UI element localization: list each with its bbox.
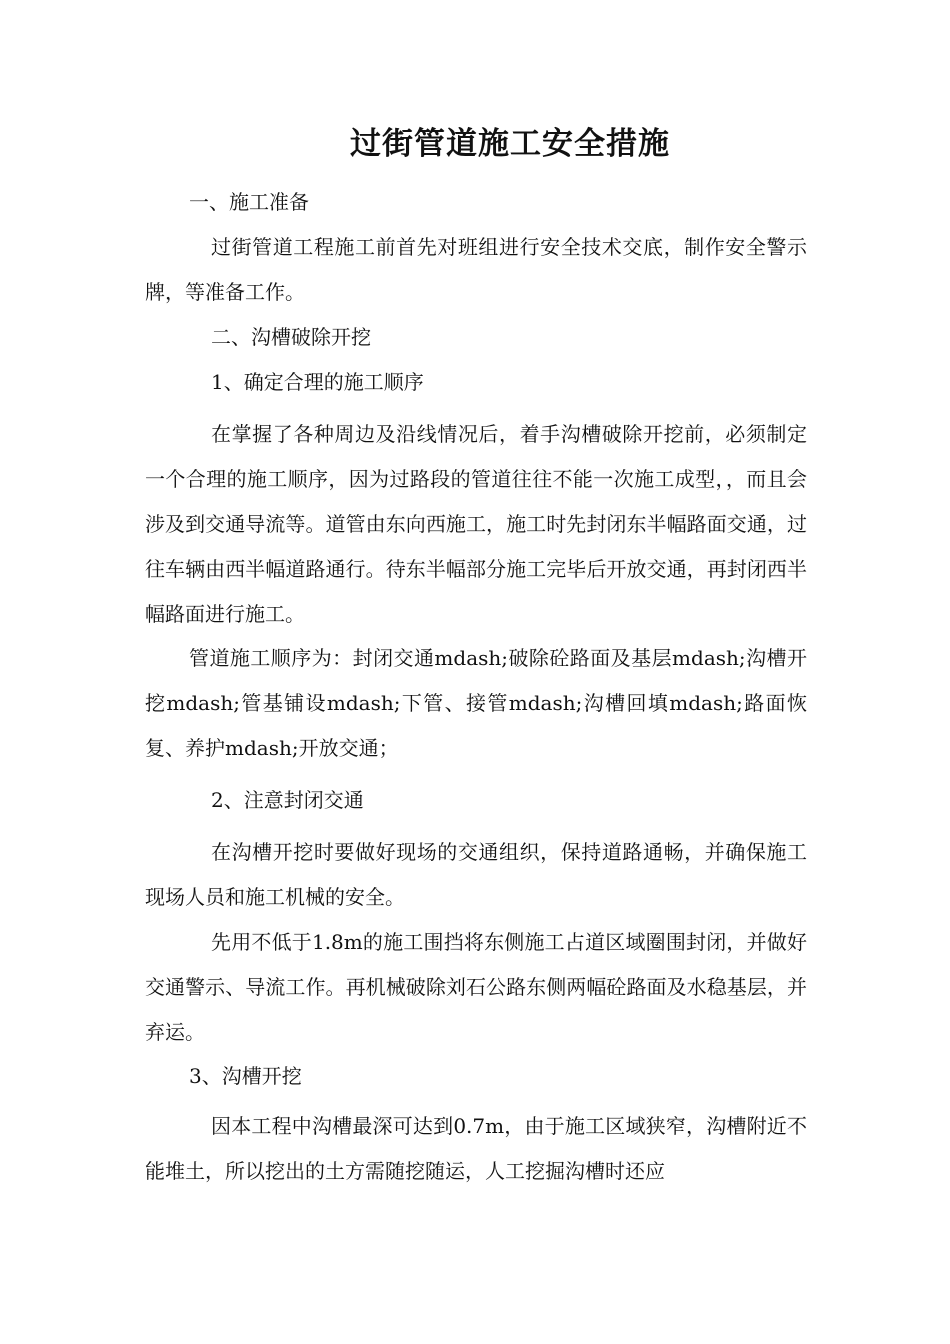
paragraph: 因本工程中沟槽最深可达到0.7m，由于施工区域狭窄，沟槽附近不能堆土，所以挖出的土方需随挖随运，人工挖掘沟槽时还应 [145, 1114, 807, 1183]
paragraph: 管道施工顺序为：封闭交通mdash;破除砼路面及基层mdash;沟槽开挖mdash;管基铺设mdash;下管、接管mdash;沟槽回填mdash;路面恢复、养护mdash;开放交通； [145, 646, 807, 760]
paragraph: 先用不低于1.8m的施工围挡将东侧施工占道区域圈围封闭，并做好交通警示、导流工作。再机械破除刘石公路东侧两幅砼路面及水稳基层，并弃运。 [145, 930, 807, 1044]
paragraph: 在掌握了各种周边及沿线情况后，着手沟槽破除开挖前，必须制定一个合理的施工顺序，因为过路段的管道往往不能一次施工成型，，而且会涉及到交通导流等。道管由东向西施工，施工时先封闭东半幅路面交通，过往车辆由西半幅道路通行。待东半幅部分施工完毕后开放交通，再封闭西半幅路面进行施工。 [145, 422, 807, 626]
section-heading-2: 二、沟槽破除开挖 [211, 325, 371, 349]
section-heading-1: 一、施工准备 [189, 190, 309, 214]
subsection-heading-3: 3、沟槽开挖 [189, 1064, 302, 1088]
subsection-heading-1: 1、确定合理的施工顺序 [211, 370, 424, 394]
subsection-heading-2: 2、注意封闭交通 [211, 788, 364, 812]
paragraph: 在沟槽开挖时要做好现场的交通组织，保持道路通畅，并确保施工现场人员和施工机械的安全。 [145, 840, 807, 909]
paragraph: 过街管道工程施工前首先对班组进行安全技术交底，制作安全警示牌，等准备工作。 [145, 235, 807, 304]
document-title: 过街管道施工安全措施 [350, 126, 670, 162]
